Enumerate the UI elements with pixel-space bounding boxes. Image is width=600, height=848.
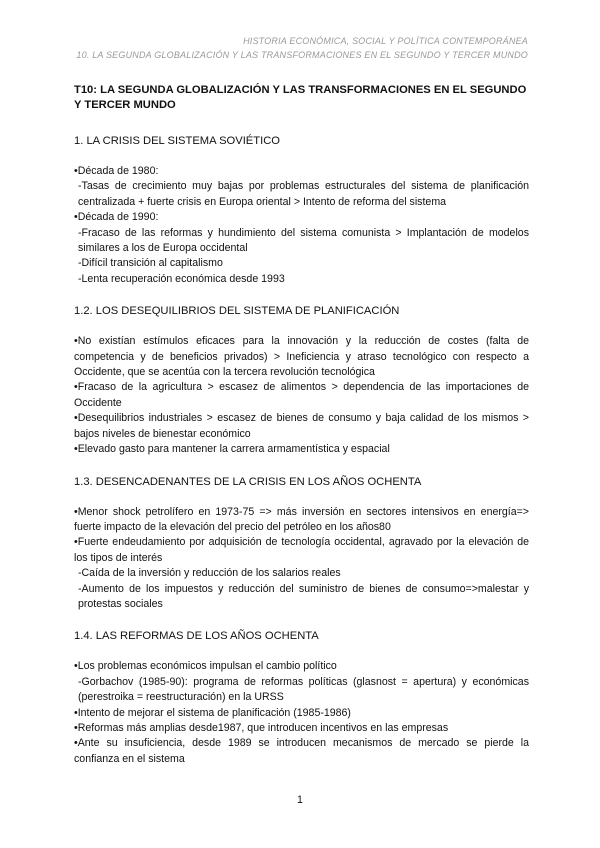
- section-heading: 1.3. DESENCADENANTES DE LA CRISIS EN LOS AÑOS OCHENTA: [74, 475, 422, 488]
- page-number: 1: [297, 794, 303, 806]
- bullet-item: • Elevado gasto para mantener la carrera armamentística y espacial: [74, 442, 529, 457]
- sub-item: - Tasas de crecimiento muy bajas por problemas estructurales del sistema de planificación centralizada + fuerte crisis en Europa oriental > Intento de reforma del sistema: [74, 179, 529, 210]
- section-content: [74, 659, 529, 767]
- document-body: [74, 83, 529, 784]
- running-header: [58, 34, 528, 62]
- header-course-title: HISTORIA ECONÓMICA, SOCIAL Y POLÍTICA CONTEMPORÁNEA: [243, 36, 528, 46]
- bullet-item: • Fuerte endeudamiento por adquisición de tecnología occidental, agravado por la elevación de los tipos de interés: [74, 535, 529, 566]
- section-heading: 1.2. LOS DESEQUILIBRIOS DEL SISTEMA DE PLANIFICACIÓN: [74, 305, 400, 318]
- bullet-item: • Intento de mejorar el sistema de planificación (1985-1986): [74, 706, 529, 721]
- bullet-item: • Reformas más amplias desde1987, que introducen incentivos en las empresas: [74, 721, 529, 736]
- section-content: [74, 505, 529, 613]
- bullet-item: • Ante su insuficiencia, desde 1989 se introducen mecanismos de mercado se pierde la confianza en el sistema: [74, 736, 529, 767]
- sub-item: - Lenta recuperación económica desde 1993: [74, 272, 529, 287]
- bullet-item: • Fracaso de la agricultura > escasez de alimentos > dependencia de las importaciones de Occidente: [74, 380, 529, 411]
- section-content: [74, 164, 529, 287]
- section-heading: 1.4. LAS REFORMAS DE LOS AÑOS OCHENTA: [74, 630, 319, 643]
- bullet-item: • Desequilibrios industriales > escasez de bienes de consumo y baja calidad de los mismos > bajos niveles de bienestar económico: [74, 411, 529, 442]
- bullet-item: • Los problemas económicos impulsan el cambio político: [74, 659, 529, 674]
- bullet-item: • Década de 1990:: [74, 210, 529, 225]
- sub-item: - Caída de la inversión y reducción de los salarios reales: [74, 566, 529, 581]
- bullet-item: • Década de 1980:: [74, 164, 529, 179]
- bullet-item: • No existían estímulos eficaces para la innovación y la reducción de costes (falta de competencia y de beneficios privados) > Ineficiencia y atraso tecnológico con respecto a Occidente, que se acentúa con la tercera revolución tecnológica: [74, 334, 529, 380]
- section-heading: 1. LA CRISIS DEL SISTEMA SOVIÉTICO: [74, 135, 280, 147]
- sections-container: [74, 134, 529, 767]
- section-content: [74, 334, 529, 457]
- document-title: T10: LA SEGUNDA GLOBALIZACIÓN Y LAS TRANSFORMACIONES EN EL SEGUNDO Y TERCER MUNDO: [74, 84, 527, 111]
- bullet-item: • Menor shock petrolífero en 1973-75 => más inversión en sectores intensivos en energía=> fuerte impacto de la elevación del precio del petróleo en los años80: [74, 505, 529, 536]
- sub-item: - Difícil transición al capitalismo: [74, 256, 529, 271]
- sub-item: - Gorbachov (1985-90): programa de reformas políticas (glasnost = apertura) y económicas (perestroika = reestructuración) en la URSS: [74, 675, 529, 706]
- header-chapter-title: 10. LA SEGUNDA GLOBALIZACIÓN Y LAS TRANSFORMACIONES EN EL SEGUNDO Y TERCER MUNDO: [76, 50, 528, 60]
- sub-item: - Aumento de los impuestos y reducción del suministro de bienes de consumo=>malestar y protestas sociales: [74, 582, 529, 613]
- sub-item: - Fracaso de las reformas y hundimiento del sistema comunista > Implantación de modelos similares a los de Europa occidental: [74, 226, 529, 257]
